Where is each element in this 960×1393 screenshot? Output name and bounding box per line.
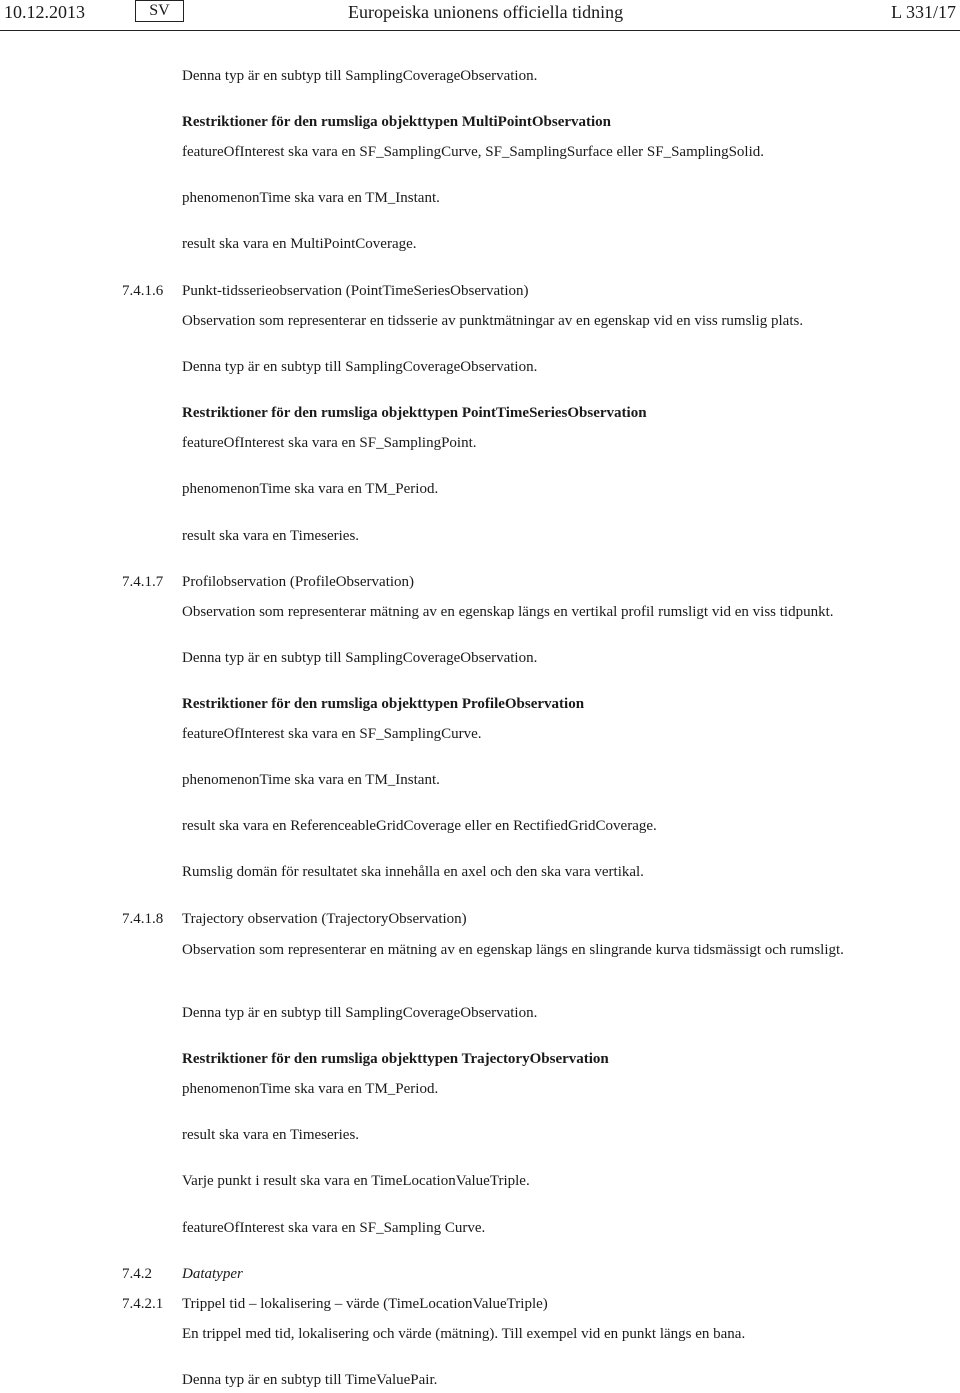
paragraph: Denna typ är en subtyp till TimeValuePair. — [182, 1372, 438, 1388]
paragraph: Denna typ är en subtyp till SamplingCoverageObservation. — [182, 68, 538, 84]
paragraph: featureOfInterest ska vara en SF_SamplingCurve. — [182, 726, 482, 742]
paragraph: Observation som representerar en mätning av en egenskap längs en slingrande kurva tidsmässigt och rumsligt. — [182, 942, 844, 958]
paragraph: result ska vara en Timeseries. — [182, 1127, 360, 1143]
section-heading: Punkt-tidsserieobservation (PointTimeSeriesObservation) — [182, 283, 529, 299]
paragraph: featureOfInterest ska vara en SF_SamplingCurve, SF_SamplingSurface eller SF_SamplingSolid. — [182, 144, 764, 160]
section-heading: Datatyper — [182, 1266, 243, 1282]
section-number: 7.4.1.6 — [122, 283, 164, 299]
section-heading: Profilobservation (ProfileObservation) — [182, 574, 415, 590]
section-heading: Trajectory observation (TrajectoryObservation) — [182, 911, 467, 927]
paragraph: En trippel med tid, lokalisering och värde (mätning). Till exempel vid en punkt längs en bana. — [182, 1326, 746, 1342]
paragraph: Rumslig domän för resultatet ska innehålla en axel och den ska vara vertikal. — [182, 864, 644, 880]
paragraph: Denna typ är en subtyp till SamplingCoverageObservation. — [182, 650, 538, 666]
subheading: Restriktioner för den rumsliga objekttypen ProfileObservation — [182, 696, 585, 712]
paragraph: result ska vara en ReferenceableGridCoverage eller en RectifiedGridCoverage. — [182, 818, 657, 834]
paragraph: phenomenonTime ska vara en TM_Period. — [182, 1081, 439, 1097]
paragraph: Denna typ är en subtyp till SamplingCoverageObservation. — [182, 359, 538, 375]
publication-date: 10.12.2013 — [4, 2, 85, 22]
paragraph: Varje punkt i result ska vara en TimeLocationValueTriple. — [182, 1173, 530, 1189]
section-number: 7.4.1.7 — [122, 574, 164, 590]
paragraph: Denna typ är en subtyp till SamplingCoverageObservation. — [182, 1005, 538, 1021]
page-reference: L 331/17 — [891, 2, 956, 22]
section-number: 7.4.2.1 — [122, 1296, 164, 1312]
paragraph: Observation som representerar en tidsserie av punktmätningar av en egenskap vid en viss rumslig plats. — [182, 313, 804, 329]
paragraph: featureOfInterest ska vara en SF_Sampling Curve. — [182, 1220, 486, 1236]
language-badge: SV — [135, 0, 184, 22]
paragraph: phenomenonTime ska vara en TM_Period. — [182, 481, 439, 497]
paragraph: result ska vara en Timeseries. — [182, 528, 360, 544]
section-number: 7.4.2 — [122, 1266, 152, 1282]
paragraph: phenomenonTime ska vara en TM_Instant. — [182, 772, 440, 788]
subheading: Restriktioner för den rumsliga objekttypen MultiPointObservation — [182, 114, 612, 130]
section-number: 7.4.1.8 — [122, 911, 164, 927]
subheading: Restriktioner för den rumsliga objekttypen TrajectoryObservation — [182, 1051, 609, 1067]
paragraph: result ska vara en MultiPointCoverage. — [182, 236, 417, 252]
paragraph: phenomenonTime ska vara en TM_Instant. — [182, 190, 440, 206]
page-header — [0, 0, 960, 31]
paragraph: Observation som representerar mätning av en egenskap längs en vertikal profil rumsligt vid en viss tidpunkt. — [182, 604, 834, 620]
subheading: Restriktioner för den rumsliga objekttypen PointTimeSeriesObservation — [182, 405, 647, 421]
journal-title: Europeiska unionens officiella tidning — [348, 2, 624, 22]
paragraph: featureOfInterest ska vara en SF_SamplingPoint. — [182, 435, 477, 451]
section-heading: Trippel tid – lokalisering – värde (TimeLocationValueTriple) — [182, 1296, 548, 1312]
